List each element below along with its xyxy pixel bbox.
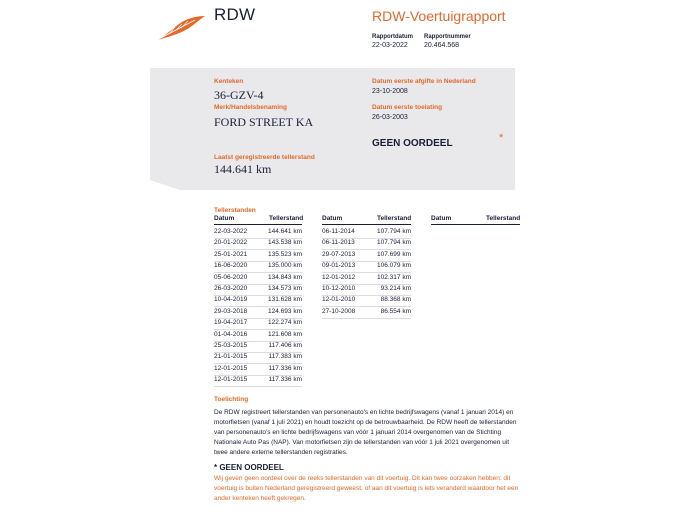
explanation-text [214,408,534,458]
odometer-row [214,330,302,342]
odometer-date: 01-04-2016 [214,330,248,338]
last-odometer-label: Laatst geregistreerde tellerstand [214,154,315,161]
report-number-label: Rapportnummer [424,34,471,40]
col-date-header: Datum [322,215,343,222]
odometer-section-title: Tellerstanden [214,207,256,214]
explanation-title: Toelichting [214,396,249,403]
odometer-row [214,341,302,353]
plate-value: 36-GZV-4 [214,88,264,102]
odometer-date: 20-01-2022 [214,239,248,247]
make-label: Merk/Handelsbenaming [214,104,287,111]
odometer-km: 93.214 km [380,285,411,292]
odometer-row [214,295,302,307]
odometer-date: 22-03-2022 [214,228,248,235]
note-line: ander kenteken heeft gekregen. [214,495,306,502]
odometer-row [214,261,302,273]
report-date-label: Rapportdatum [372,34,413,40]
note-text [214,474,534,504]
odometer-date: 26-03-2020 [214,285,248,292]
odometer-row [214,318,302,330]
report-title: RDW-Voertuigrapport [372,8,506,24]
odometer-row [214,375,302,387]
odometer-date: 25-01-2021 [214,250,248,258]
odometer-date: 16-06-2020 [214,262,248,270]
odometer-km: 124.693 km [268,307,302,315]
odometer-km: 86.554 km [380,307,411,315]
note-title: * GEEN OORDEEL [214,463,284,472]
explanation-line: Nationale Auto Pas (NAP). Van motorfietsen zijn de tellerstanden van vóór 1 juli 2021 overgenomen uit [214,439,510,446]
odometer-date: 12-01-2012 [322,273,356,281]
odometer-date: 21-01-2015 [214,353,248,361]
last-odometer-value: 144.641 km [214,162,272,176]
odometer-date: 12-01-2010 [322,296,356,304]
report-number: 20.464.568 [424,42,460,49]
odometer-km: 107.699 km [377,250,411,258]
explanation-line: van personenauto's en lichte bedrijfswagens van vóór 1 januari 2014 overgenomen van de Stichting [214,429,502,436]
odometer-date: 29-03-2018 [214,307,248,315]
odometer-row [214,238,302,250]
odometer-date: 12-01-2015 [214,364,248,372]
odometer-km: 106.079 km [377,262,411,270]
odometer-km: 144.641 km [268,228,302,235]
odometer-table-3-header [431,215,520,225]
odometer-km: 121.608 km [268,330,302,338]
odometer-row [322,261,411,273]
odometer-row [322,238,411,250]
odometer-km: 117.336 km [268,364,302,372]
odometer-km: 134.573 km [268,285,302,292]
odometer-date: 12-01-2015 [214,376,248,384]
odometer-row [214,284,302,296]
verdict-asterisk: * [499,132,504,144]
odometer-km: 88.368 km [380,296,411,304]
odometer-row [214,364,302,376]
first-admission-label: Datum eerste toelating [372,104,443,111]
odometer-row [322,307,411,319]
panel-notch [150,180,180,190]
col-reading-header: Tellerstand [486,215,521,222]
note-line: Wij geven geen oordeel over de reeks tellerstanden van dit voertuig. Dit kan twee oorzaken hebben: dit [214,475,511,482]
odometer-date: 19-04-2017 [214,319,248,327]
odometer-row [214,273,302,285]
odometer-date: 10-04-2019 [214,296,248,304]
odometer-km: 117.406 km [268,342,302,349]
odometer-km: 143.538 km [268,239,302,247]
note-line: voertuig is buiten Nederland geregistreerd geweest, of aan dit voertuig is iets veranderd waardoor het een [214,485,519,492]
odometer-date: 06-11-2013 [322,239,355,247]
odometer-date: 05-06-2020 [214,273,248,281]
col-date-header: Datum [431,215,452,222]
odometer-row [322,284,411,296]
odometer-date: 10-12-2010 [322,285,356,292]
col-reading-header: Tellerstand [377,215,412,222]
odometer-km: 102.317 km [377,273,411,281]
odometer-row [214,352,302,364]
odometer-km: 135.523 km [268,250,302,258]
plate-label: Kenteken [214,78,244,85]
first-admission-value: 26-03-2003 [372,114,408,121]
vehicle-summary-panel [150,68,515,190]
odometer-row [214,250,302,262]
odometer-row [322,295,411,307]
brand-name: RDW [214,5,256,24]
odometer-table-2-header [322,215,411,225]
odometer-row [214,307,302,319]
make-value: FORD STREET KA [214,115,314,129]
odometer-km: 117.336 km [268,376,302,384]
odometer-km: 131.628 km [268,296,302,304]
odometer-date: 25-03-2015 [214,342,248,349]
odometer-date: 09-01-2013 [322,262,356,270]
odometer-date: 29-07-2013 [322,250,356,258]
verdict-text: GEEN OORDEEL [372,138,453,149]
odometer-km: 135.000 km [268,262,302,270]
odometer-km: 107.794 km [377,228,411,235]
col-reading-header: Tellerstand [269,215,304,222]
odometer-km: 117.383 km [268,353,302,361]
first-nl-value: 23-10-2008 [372,88,408,95]
explanation-line: De RDW registreert tellerstanden van personenauto's en lichte bedrijfswagens (vanaf 1 januari 2014) en [214,409,514,416]
report-date: 22-03-2022 [372,42,408,49]
rdw-feather-logo-icon [155,14,207,42]
odometer-date: 06-11-2014 [322,228,355,235]
odometer-row [322,227,411,239]
odometer-km: 134.843 km [268,273,302,281]
odometer-km: 122.274 km [268,319,302,327]
odometer-row [322,250,411,262]
explanation-line: motorfietsen (vanaf 1 juli 2021) en houdt toezicht op de betrouwbaarheid. De RDW heeft de tellerstanden [214,419,517,426]
odometer-date: 27-10-2008 [322,307,356,315]
odometer-row [214,227,302,239]
odometer-row [322,273,411,285]
col-date-header: Datum [214,215,235,222]
first-nl-label: Datum eerste afgifte in Nederland [372,78,476,85]
odometer-km: 107.794 km [377,239,411,247]
odometer-table-1-header [214,215,302,225]
explanation-line: twee andere externe tellerstanden registraties. [214,449,348,456]
